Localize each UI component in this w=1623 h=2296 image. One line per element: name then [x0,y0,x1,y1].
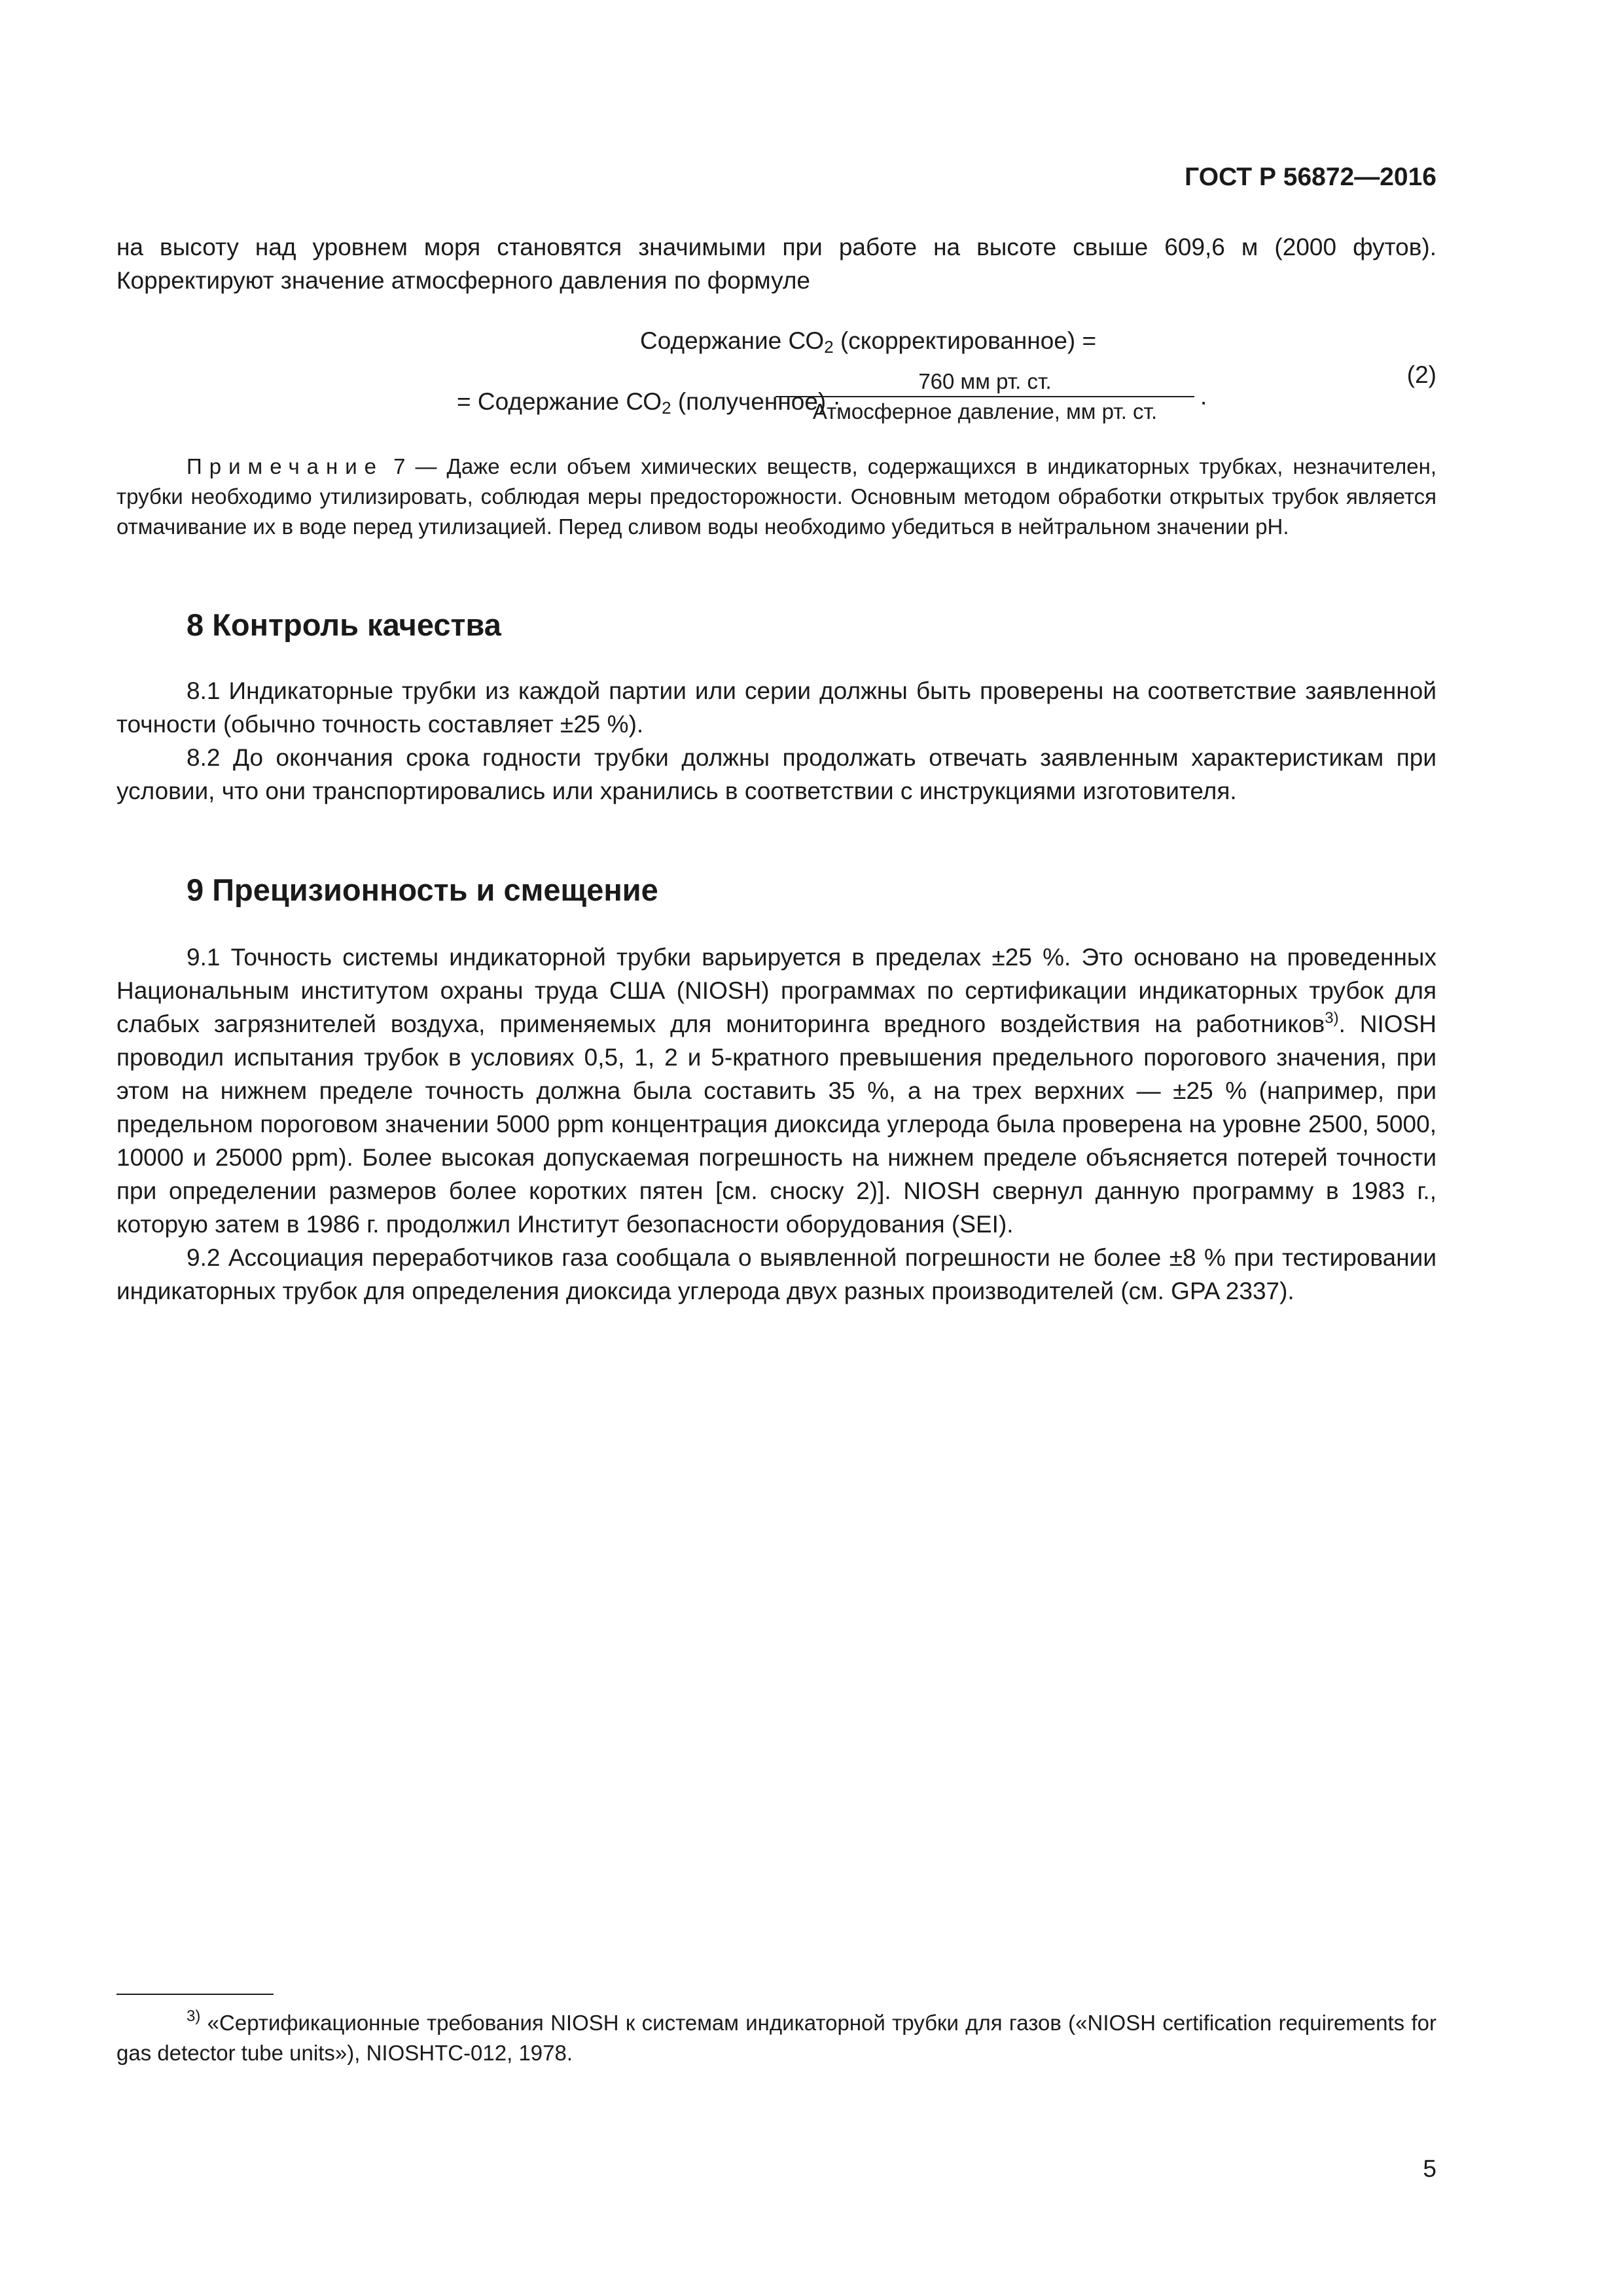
formula-line-1 [640,324,1096,357]
formula-line1-subscript: 2 [824,337,834,357]
footnote-3 [116,2008,1436,2068]
section-9-paragraph-1-b: . NIOSH проводил испытания трубок в условиях 0,5, 1, 2 и 5-кратного превышения предельного порогового значения, при этом на нижнем пределе точность должна была составить 35 %, а на трех верхних — ±25 % (например, при предельном пороговом значении 5000 ppm концентрация диоксида углерода была проверена на уровне 2500, 5000, 10000 и 25000 ppm). Более высокая допускаемая погрешность на нижнем пределе объясняется потерей точности при определении размеров более коротких пятен [см. сноску 2)]. NIOSH свернул данную программу в 1983 г., которую затем в 1986 г. продолжил Институт безопасности оборудования (SEI). [116,1011,1436,1238]
footnote-text: «Сертификационные требования NIOSH к системам индикаторной трубки для газов («NIOSH certification requirements for gas detector tube units»), NIOSHTC-012, 1978. [116,2011,1436,2065]
section-8-title: 8 Контроль качества [187,607,501,642]
note-text: 7 — Даже если объем химических веществ, содержащихся в индикаторных трубках, незначителен, трубки необходимо утилизировать, соблюдая меры предосторожности. Основным методом обработки открытых трубок является отмачивание их в воде перед утилизацией. Перед сливом воды необходимо убедиться в нейтральном значении pH. [116,454,1436,539]
section-9-paragraph-1 [116,941,1436,1241]
section-9-paragraph-1-a: 9.1 Точность системы индикаторной трубки варьируется в пределах ±25 %. Это основано на проведенных Национальным институтом охраны труда США (NIOSH) программах по сертификации индикаторных трубок для слабых загрязнителей воздуха, применяемых для мониторинга вредного воздействия на работников [116,944,1436,1037]
note-paragraph [116,452,1436,542]
fraction-denominator: Атмосферное давление, мм рт. ст. [812,399,1158,423]
formula-number: (2) [1406,361,1436,388]
section-8-body [116,674,1436,808]
formula-line2-subscript: 2 [662,398,671,418]
page-number: 5 [1423,2155,1436,2182]
formula-trailing-dot: · [1200,388,1208,415]
footnote-marker: 3) [187,2007,201,2025]
footnote-paragraph [116,2008,1436,2068]
section-9-title: 9 Прецизионность и смещение [187,872,658,907]
formula-line1-prefix: Содержание СО [640,327,825,354]
intro-paragraph [116,230,1436,297]
formula-2 [116,324,1436,435]
formula-fraction [776,368,1194,425]
formula-line2-prefix: = Содержание СО [457,388,662,415]
footnote-divider [116,1994,274,1995]
formula-line2-suffix: (полученное) · [671,388,841,415]
section-8-paragraph-2: 8.2 До окончания срока годности трубки должны продолжать отвечать заявленным характеристикам при условии, что они транспортировались или хранились в соответствии с инструкциями изготовителя. [116,744,1436,804]
section-8-paragraph-1: 8.1 Индикаторные трубки из каждой партии или серии должны быть проверены на соответствие заявленной точности (обычно точность составляет ±25 %). [116,677,1436,738]
note-label: Примечание [187,454,384,478]
section-9-paragraph-2: 9.2 Ассоциация переработчиков газа сообщала о выявленной погрешности не более ±8 % при тестировании индикаторных трубок для определения диоксида углерода двух разных производителей (см. GPA 2337). [116,1244,1436,1304]
formula-line1-suffix: (скорректированное) = [833,327,1097,354]
footnote-reference[interactable]: 3) [1325,1009,1339,1027]
note-7 [116,452,1436,542]
section-9-body [116,941,1436,1308]
fraction-numerator: 760 мм рт. ст. [776,368,1194,397]
standard-code: ГОСТ Р 56872—2016 [1185,163,1436,191]
intro-text: на высоту над уровнем моря становятся значимыми при работе на высоте свыше 609,6 м (2000 футов). Корректируют значение атмосферного давления по формуле [116,234,1436,294]
